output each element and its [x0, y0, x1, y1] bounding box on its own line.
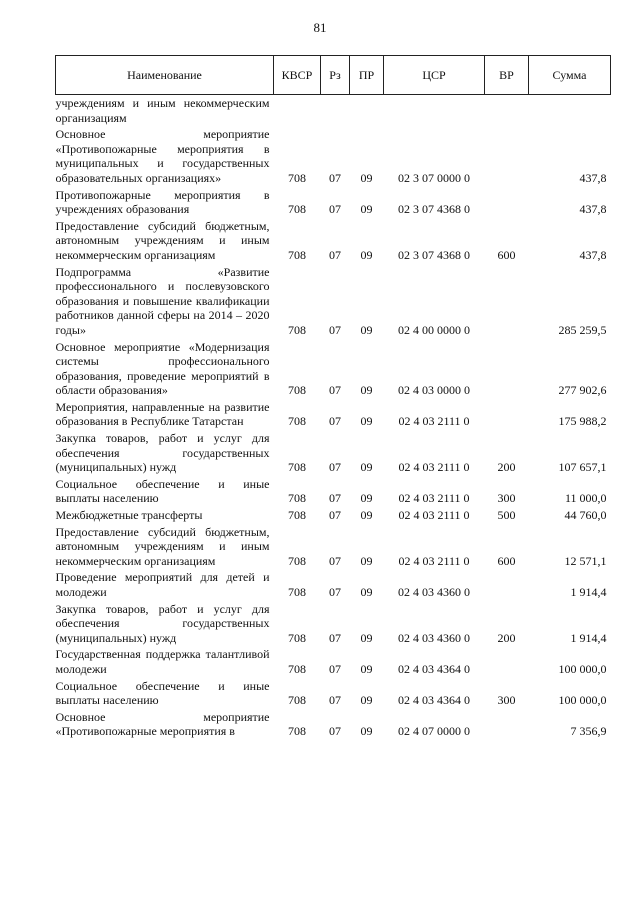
header-vr: ВР: [485, 56, 529, 95]
table-row: [56, 678, 611, 709]
table-row: [56, 187, 611, 218]
row-kvsr: 708: [288, 553, 306, 568]
row-kvsr: 708: [288, 724, 306, 739]
row-sum: 437,8: [579, 202, 607, 217]
row-kvsr: 708: [288, 383, 306, 398]
row-name: Закупка товаров, работ и услуг для обеспечения государственных (муниципальных) нужд: [55, 601, 270, 645]
row-sum: 285 259,5: [558, 322, 607, 337]
table-row: [56, 430, 611, 476]
row-vr: 300: [497, 491, 516, 506]
row-rz: 07: [329, 693, 341, 708]
row-name: Предоставление субсидий бюджетным, автономным учреждениям и иным некоммерческим организациям: [55, 524, 270, 568]
row-rz: 07: [329, 170, 341, 185]
row-rz: 07: [329, 322, 341, 337]
row-vr: [485, 264, 529, 339]
table-row: [56, 339, 611, 399]
header-csr: ЦСР: [384, 56, 485, 95]
row-sum: 12 571,1: [564, 553, 607, 568]
row-pr: 09: [360, 693, 373, 708]
row-rz: 07: [329, 553, 341, 568]
row-kvsr: 708: [288, 585, 306, 599]
row-name: Подпрограмма «Развитие профессионального и послевузовского образования и повышение квалификации работников данной сферы на 2014 – 2020 годы»: [55, 264, 270, 337]
row-kvsr: 708: [288, 508, 306, 523]
row-csr: 02 4 03 0000 0: [398, 383, 470, 398]
row-kvsr: 708: [288, 630, 306, 645]
row-rz: 07: [329, 414, 341, 429]
row-kvsr: 708: [288, 247, 306, 262]
row-kvsr: 708: [288, 460, 306, 475]
row-sum: 100 000,0: [558, 661, 607, 676]
table-row: [56, 646, 611, 677]
row-sum: 437,8: [579, 170, 607, 185]
table-row: [56, 476, 611, 507]
header-sum: Сумма: [529, 56, 611, 95]
row-csr: 02 4 03 4360 0: [398, 585, 470, 599]
row-csr: 02 4 00 0000 0: [398, 322, 470, 337]
row-vr: [485, 709, 529, 740]
row-vr: 200: [497, 460, 516, 475]
row-vr: 200: [497, 630, 516, 645]
row-rz: [321, 95, 350, 127]
row-kvsr: 708: [288, 322, 306, 337]
row-kvsr: 708: [288, 414, 306, 429]
header-name: Наименование: [56, 56, 274, 95]
table-row: [56, 507, 611, 524]
row-pr: 09: [360, 585, 373, 599]
row-sum: 1 914,4: [570, 630, 607, 645]
table-row: [56, 709, 611, 740]
row-rz: 07: [329, 383, 341, 398]
row-vr: [485, 95, 529, 127]
row-rz: 07: [329, 661, 341, 676]
row-sum: 1 914,4: [570, 585, 607, 599]
row-sum: 7 356,9: [570, 724, 607, 739]
row-rz: 07: [329, 491, 341, 506]
row-csr: 02 4 03 4360 0: [398, 630, 470, 645]
row-rz: 07: [329, 630, 341, 645]
table-row: [56, 264, 611, 339]
row-csr: 02 4 03 2111 0: [398, 553, 470, 568]
row-name: Социальное обеспечение и иные выплаты населению: [55, 476, 270, 506]
row-csr: 02 3 07 4368 0: [398, 247, 470, 262]
row-name: учреждениям и иным некоммерческим организациям: [55, 96, 270, 125]
header-kvsr: КВСР: [274, 56, 321, 95]
row-sum: 175 988,2: [558, 414, 607, 429]
row-csr: 02 4 03 4364 0: [398, 661, 470, 676]
row-rz: 07: [329, 585, 341, 599]
table-row: [56, 126, 611, 186]
row-vr: [485, 187, 529, 218]
row-kvsr: 708: [288, 661, 306, 676]
row-sum: 277 902,6: [558, 383, 607, 398]
row-name: Основное мероприятие «Противопожарные мероприятия в: [55, 709, 270, 739]
row-vr: [485, 339, 529, 399]
row-pr: 09: [360, 553, 373, 568]
row-pr: 09: [360, 170, 373, 185]
table-row: [56, 524, 611, 570]
row-name: Социальное обеспечение и иные выплаты населению: [55, 678, 270, 708]
row-csr: 02 4 03 2111 0: [398, 460, 470, 475]
header-rz: Рз: [321, 56, 350, 95]
row-name: Основное мероприятие «Противопожарные мероприятия в муниципальных и государственных образовательных организациях»: [55, 127, 270, 185]
row-csr: 02 4 03 2111 0: [398, 508, 470, 523]
row-vr: 500: [497, 508, 516, 523]
row-rz: 07: [329, 202, 341, 217]
row-sum: 11 000,0: [564, 491, 607, 506]
row-pr: 09: [360, 383, 373, 398]
row-vr: [485, 126, 529, 186]
row-name: Основное мероприятие «Модернизация системы профессионального образования, проведение мероприятий в области образования»: [55, 339, 270, 398]
row-pr: 09: [360, 460, 373, 475]
row-sum: 437,8: [579, 247, 607, 262]
row-pr: 09: [360, 202, 373, 217]
row-kvsr: 708: [288, 170, 306, 185]
row-csr: 02 4 03 2111 0: [398, 414, 470, 429]
table-row: [56, 601, 611, 647]
table-row: [56, 218, 611, 264]
row-rz: 07: [329, 247, 341, 262]
row-pr: [350, 95, 384, 127]
row-vr: [485, 399, 529, 430]
row-pr: 09: [360, 414, 373, 429]
row-pr: 09: [360, 661, 373, 676]
table-row: [56, 569, 611, 600]
page-number: 81: [313, 20, 327, 35]
row-kvsr: 708: [288, 202, 306, 217]
row-vr: 600: [497, 247, 516, 262]
row-csr: 02 3 07 4368 0: [398, 202, 470, 217]
row-name: Мероприятия, направленные на развитие образования в Республике Татарстан: [55, 399, 270, 429]
row-vr: 600: [497, 553, 516, 568]
row-pr: 09: [360, 508, 373, 523]
row-sum: 107 657,1: [558, 460, 607, 475]
row-csr: 02 3 07 0000 0: [398, 170, 470, 185]
row-csr: 02 4 03 4364 0: [398, 693, 470, 708]
row-rz: 07: [329, 460, 341, 475]
row-rz: 07: [329, 508, 341, 523]
row-kvsr: 708: [288, 693, 306, 708]
row-pr: 09: [360, 491, 373, 506]
table-row: [56, 399, 611, 430]
budget-table: [55, 55, 611, 740]
row-pr: 09: [360, 724, 373, 739]
row-name: Противопожарные мероприятия в учреждениях образования: [55, 187, 270, 217]
header-pr: ПР: [350, 56, 384, 95]
row-name: Межбюджетные трансферты: [55, 508, 203, 523]
row-name: Государственная поддержка талантливой молодежи: [55, 647, 270, 676]
row-vr: 300: [497, 693, 516, 708]
row-name: Закупка товаров, работ и услуг для обеспечения государственных (муниципальных) нужд: [55, 431, 270, 475]
row-csr: [384, 95, 485, 127]
row-csr: 02 4 07 0000 0: [398, 724, 470, 739]
row-pr: 09: [360, 630, 373, 645]
row-rz: 07: [329, 724, 341, 739]
row-csr: 02 4 03 2111 0: [398, 491, 470, 506]
row-sum: 44 760,0: [564, 508, 607, 523]
row-name: Предоставление субсидий бюджетным, автономным учреждениям и иным некоммерческим организациям: [55, 218, 270, 262]
header-row: [56, 56, 611, 95]
row-sum: 100 000,0: [558, 693, 607, 708]
row-name: Проведение мероприятий для детей и молодежи: [55, 570, 270, 599]
row-sum: [529, 95, 611, 127]
row-vr: [485, 569, 529, 600]
table-row: [56, 95, 611, 127]
row-vr: [485, 646, 529, 677]
row-pr: 09: [360, 322, 373, 337]
row-pr: 09: [360, 247, 373, 262]
row-kvsr: 708: [288, 491, 306, 506]
row-kvsr: [274, 95, 321, 127]
